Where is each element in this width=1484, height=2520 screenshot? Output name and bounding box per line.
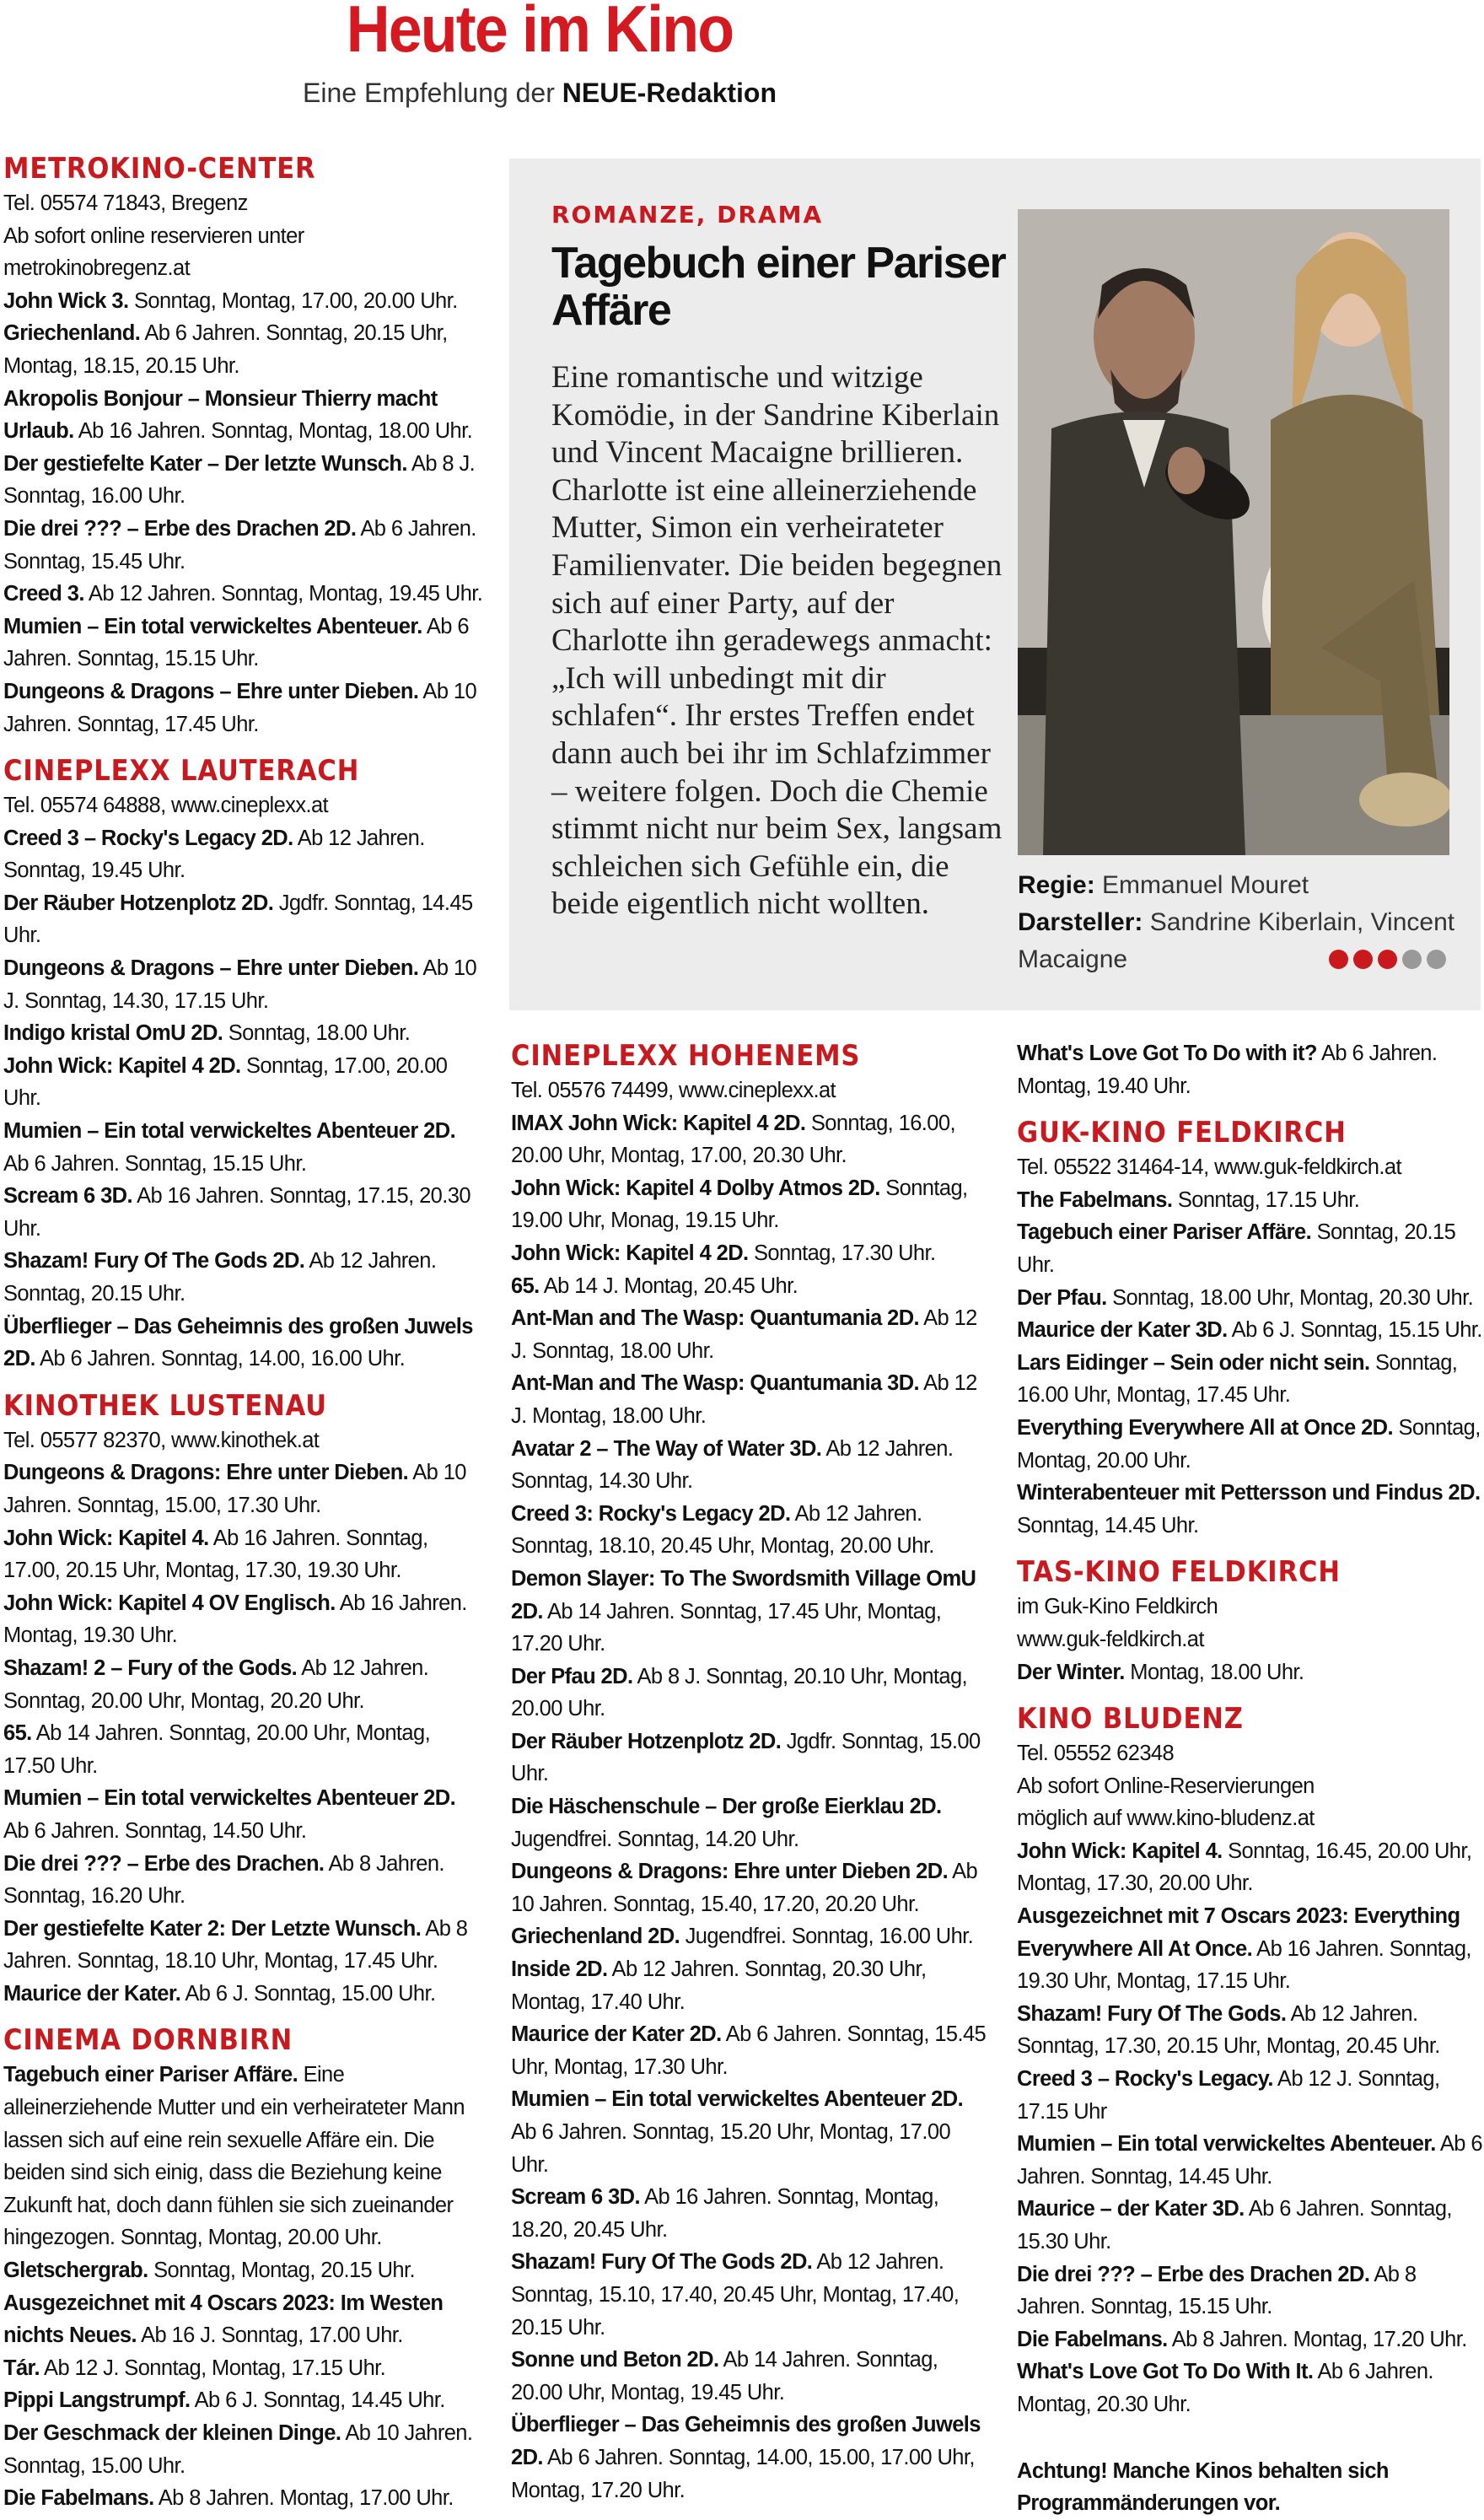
film-title: Der Räuber Hotzenplotz 2D. [511, 1729, 782, 1753]
film-title: Maurice – der Kater 3D. [1017, 2197, 1245, 2221]
subtitle-text: Eine Empfehlung der [303, 78, 562, 108]
cinema-heading: KINOTHEK LUSTENAU [3, 1388, 328, 1423]
film-info: Ab 6 Jahren. Sonntag, 20.15 Uhr, Montag, 18.15, 20.15 Uhr. [3, 321, 448, 378]
film-title: Scream 6 3D. [3, 1184, 132, 1209]
film-entry [1017, 2193, 1482, 2258]
film-info: Ab 14 Jahren. Sonntag, 20.00 Uhr, Montag, 19.45 Uhr. [511, 2348, 938, 2404]
film-entry [511, 1563, 990, 1661]
film-entry [3, 1115, 484, 1180]
film-info: Ab 12 Jahren. Sonntag, 17.30, 20.15 Uhr, Montag, 20.45 Uhr. [1017, 2001, 1440, 2059]
film-title: Pippi Langstrumpf. [3, 2388, 191, 2413]
cinema-contact-line: Tel. 05574 71843, Bregenz [3, 191, 248, 215]
film-entry [511, 1953, 990, 2018]
film-info: Sonntag, Montag, 20.00 Uhr. [1017, 1415, 1481, 1473]
film-entry [1017, 1998, 1482, 2063]
feature-body: Eine romantische und witzige Komödie, in der Sandrine Kiberlain und Vincent Macaigne brillieren. Charlotte ist eine alleinerziehende Mutter, Simon ein verheirateter Familienvater. Die beiden begegnen sich auf einer Party, auf der Charlotte ihn geradewegs anmacht: „Ich will unbedingt mit dir schlafen“. Ihr erstes Treffen endet dann auch bei ihr im Schlafzimmer – weitere folgen. Doch die Chemie stimmt nicht nur beim Sex, langsam schleichen sich Gefühle ein, die beide eigentlich nicht wollten. [551, 360, 1003, 922]
film-title: Indigo kristal OmU 2D. [3, 1021, 223, 1046]
film-info: Ab 8 Jahren. Montag, 17.00 Uhr. [158, 2486, 454, 2511]
film-title: Avatar 2 – The Way of Water 3D. [511, 1436, 822, 1461]
film-title: Die drei ??? – Erbe des Drachen. [3, 1851, 325, 1876]
film-entry [3, 285, 484, 318]
film-info: Jugendfrei. Sonntag, 16.00 Uhr. [685, 1925, 974, 1949]
film-entry [3, 448, 484, 513]
film-info: Ab 12 Jahren. Sonntag, 20.15 Uhr. [3, 1249, 437, 1306]
film-entry [3, 887, 484, 952]
film-info: Ab 6 Jahren. Sonntag, 14.50 Uhr. [3, 1818, 307, 1843]
film-info: Sonntag, 17.30 Uhr. [754, 1241, 936, 1265]
cinema-contact-line: www.guk-feldkirch.at [1017, 1627, 1204, 1651]
film-title: Mumien – Ein total verwickeltes Abenteuer. [1017, 2132, 1436, 2157]
film-info: Ab 6 Jahren. Sonntag, 15.15 Uhr. [3, 614, 469, 671]
film-entry [3, 2417, 484, 2482]
cinema-contact-line: im Guk-Kino Feldkirch [1017, 1595, 1218, 1619]
rating-dot-filled [1353, 950, 1373, 969]
film-title: John Wick: Kapitel 4 OV Englisch. [3, 1591, 336, 1615]
rating-dot-filled [1329, 950, 1348, 969]
film-entry [3, 1457, 484, 1521]
film-entry [3, 1848, 484, 1913]
film-title: Dungeons & Dragons: Ehre unter Dieben. [3, 1461, 409, 1485]
film-info: Sonntag, 19.00 Uhr, Monag, 19.15 Uhr. [511, 1176, 968, 1233]
film-entry [511, 1302, 990, 1367]
film-entry [511, 1107, 990, 1172]
film-entry [1017, 1184, 1482, 1217]
film-title: Ant-Man and The Wasp: Quantumania 3D. [511, 1371, 920, 1396]
film-info: Ab 16 Jahren. Sonntag, 19.30 Uhr, Montag, 17.15 Uhr. [1017, 1936, 1471, 1994]
film-entry [511, 1172, 990, 1237]
film-entry [1017, 2356, 1482, 2420]
film-title: John Wick: Kapitel 4 2D. [511, 1241, 749, 1265]
film-entry [1017, 2259, 1482, 2323]
film-title: Mumien – Ein total verwickeltes Abenteuer. [3, 614, 422, 638]
film-title: The Fabelmans. [1017, 1187, 1173, 1212]
film-info: Ab 16 Jahren. Sonntag, 17.00, 20.15 Uhr, Montag, 17.30, 19.30 Uhr. [3, 1526, 428, 1583]
film-title: Winterabenteuer mit Pettersson und Findus 2D. [1017, 1481, 1481, 1505]
film-entry [3, 611, 484, 676]
film-title: Mumien – Ein total verwickeltes Abenteuer 2D. [511, 2087, 964, 2112]
film-entry [3, 1652, 484, 1717]
film-title: What's Love Got To Do With It. [1017, 2360, 1314, 2384]
film-info: Ab 10 Jahren. Sonntag, 15.00 Uhr. [3, 2421, 473, 2478]
film-info: Sonntag, 18.00 Uhr, Montag, 20.30 Uhr. [1112, 1285, 1474, 1310]
film-title: Der Pfau 2D. [511, 1664, 633, 1688]
darsteller-value: Sandrine Kiberlain, Vincent Macaigne [1018, 908, 1455, 973]
film-info: Ab 6 Jahren. Sonntag, 15.20 Uhr, Montag, 17.00 Uhr. [511, 2120, 951, 2177]
film-entry [511, 1270, 990, 1303]
film-info: Ab 8 Jahren. Sonntag, 16.20 Uhr. [3, 1851, 444, 1909]
film-title: Sonne und Beton 2D. [511, 2348, 719, 2372]
feature-genre: ROMANZE, DRAMA [551, 201, 824, 229]
film-title: Everything Everywhere All at Once 2D. [1017, 1415, 1393, 1440]
film-entry [511, 2018, 990, 2083]
film-entry [511, 2344, 990, 2409]
film-title: Creed 3 – Rocky's Legacy. [1017, 2067, 1273, 2092]
film-title: Der Pfau. [1017, 1285, 1107, 1310]
film-title: Ant-Man and The Wasp: Quantumania 2D. [511, 1306, 920, 1331]
film-title: Überflieger – Das Geheimnis des großen Juwels 2D. [511, 2413, 981, 2469]
credit-regie [1018, 867, 1456, 904]
film-entry [3, 578, 484, 611]
feature-title: Tagebuch einer Pariser Affäre [551, 239, 1006, 335]
rating-dot-filled [1378, 950, 1397, 969]
film-title: John Wick: Kapitel 4 Dolby Atmos 2D. [511, 1176, 880, 1200]
film-entry [511, 1855, 990, 1920]
film-info: Ab 12 Jahren. Sonntag, 14.30 Uhr. [511, 1436, 954, 1494]
film-info: Ab 6 Jahren. Sonntag, 15.15 Uhr. [3, 1151, 307, 1176]
regie-label: Regie: [1018, 871, 1095, 899]
cinema-metrokino [3, 150, 484, 740]
film-info: Jgdfr. Sonntag, 15.00 Uhr. [511, 1729, 981, 1786]
film-info: Ab 6 Jahren. Sonntag, 15.30 Uhr. [1017, 2197, 1452, 2253]
film-info: Jugendfrei. Sonntag, 14.20 Uhr. [511, 1827, 799, 1851]
cinema-contact-line: metrokinobregenz.at [3, 256, 191, 281]
film-info: Ab 16 Jahren. Sonntag, Montag, 18.20, 20.45 Uhr. [511, 2185, 939, 2242]
film-title: Demon Slayer: To The Swordsmith Village OmU 2D. [511, 1566, 976, 1623]
film-info: Sonntag, 17.15 Uhr. [1177, 1187, 1360, 1212]
film-title: Die Fabelmans. [3, 2486, 154, 2511]
film-info: Ab 6 Jahren. Sonntag, 15.45 Uhr, Montag, 17.30 Uhr. [511, 2022, 987, 2079]
film-title: Mumien – Ein total verwickeltes Abenteuer 2D. [3, 1786, 456, 1811]
film-title: Shazam! Fury Of The Gods. [1017, 2001, 1287, 2026]
column-left [3, 150, 484, 2515]
cinema-guk [1017, 1114, 1482, 1542]
column-right [1017, 1037, 1482, 2520]
cinema-heading: GUK-KINO FELDKIRCH [1017, 1116, 1347, 1150]
film-entry [3, 676, 484, 740]
film-entry [3, 1913, 484, 1978]
film-info: Montag, 18.00 Uhr. [1130, 1660, 1304, 1684]
film-title: Tár. [3, 2356, 40, 2380]
film-entry [3, 1311, 484, 1376]
cinema-contact-line: Tel. 05522 31464-14, www.guk-feldkirch.at [1017, 1155, 1401, 1180]
film-title: Griechenland. [3, 321, 141, 346]
film-info: Sonntag, Montag, 17.00, 20.00 Uhr. [133, 288, 458, 313]
film-info: Ab 14 Jahren. Sonntag, 20.00 Uhr, Montag, 17.50 Uhr. [3, 1721, 431, 1778]
film-entry [3, 952, 484, 1017]
cinema-lauterach [3, 752, 484, 1376]
film-entry [3, 317, 484, 382]
column-middle [511, 1037, 990, 2507]
film-title: Ausgezeichnet mit 7 Oscars 2023: Everything Everywhere All At Once. [1017, 1904, 1460, 1961]
film-info: Sonntag, Montag, 20.15 Uhr. [153, 2259, 415, 2283]
film-title: Maurice der Kater. [3, 1981, 181, 2006]
darsteller-label: Darsteller: [1018, 908, 1143, 936]
film-entry [1017, 2063, 1482, 2128]
film-info: Sonntag, 16.00 Uhr, Montag, 17.45 Uhr. [1017, 1350, 1458, 1408]
film-title: Der gestiefelte Kater 2: Der Letzte Wunsch. [3, 1916, 422, 1941]
film-info: Jgdfr. Sonntag, 14.45 Uhr. [3, 891, 473, 948]
rating-dot-empty [1402, 950, 1422, 969]
cinema-contact-line: Tel. 05574 64888, www.cineplexx.at [3, 794, 329, 818]
film-title: Der gestiefelte Kater – Der letzte Wunsch. [3, 451, 407, 476]
film-info: Sonntag, 18.00 Uhr. [228, 1021, 411, 1046]
film-info: Sonntag, 20.15 Uhr. [1017, 1220, 1456, 1277]
cinema-heading: CINEPLEXX LAUTERACH [3, 754, 360, 789]
film-info: Ab 6 Jahren. Sonntag, 14.00, 15.00, 17.00 Uhr, Montag, 17.20 Uhr. [511, 2445, 975, 2502]
film-info: Sonntag, 16.45, 20.00 Uhr, Montag, 17.30, 20.00 Uhr. [1017, 1839, 1472, 1896]
cinema-contact-line: Tel. 05577 82370, www.kinothek.at [3, 1428, 320, 1452]
film-title: Shazam! 2 – Fury of the Gods. [3, 1656, 298, 1680]
film-info: Ab 6 Jahren. Sonntag, 14.45 Uhr. [1017, 2132, 1482, 2189]
film-title: John Wick: Kapitel 4. [1017, 1839, 1223, 1863]
film-info: Ab 6 J. Sonntag, 14.45 Uhr. [194, 2388, 445, 2413]
film-entry [1017, 1412, 1482, 1477]
film-title: Der Räuber Hotzenplotz 2D. [3, 891, 274, 915]
film-title: Gletschergrab. [3, 2259, 148, 2283]
film-info: Ab 8 J. Sonntag, 20.10 Uhr, Montag, 20.00 Uhr. [511, 1664, 968, 1721]
film-entry [511, 1498, 990, 1563]
film-title: Shazam! Fury Of The Gods 2D. [3, 1249, 305, 1273]
film-entry [3, 1978, 484, 2011]
film-info: Ab 10 Jahren. Sonntag, 15.40, 17.20, 20.20 Uhr. [511, 1860, 978, 1916]
film-entry [3, 2482, 484, 2515]
cinema-contact-line: Tel. 05552 62348 [1017, 1742, 1175, 1766]
film-entry [1017, 1314, 1482, 1347]
film-title: Dungeons & Dragons: Ehre unter Dieben 2D. [511, 1860, 949, 1884]
film-entry [1017, 2323, 1482, 2356]
film-info: Ab 6 Jahren. Sonntag, 15.45 Uhr. [3, 516, 476, 573]
film-title: 65. [3, 1721, 32, 1746]
cinema-hohenems-continued [1017, 1037, 1482, 1102]
film-info: Ab 10 Jahren. Sonntag, 17.45 Uhr. [3, 679, 477, 736]
film-title: Der Winter. [1017, 1660, 1125, 1684]
film-entry [3, 2352, 484, 2385]
film-entry [1017, 1037, 1482, 1102]
film-title: Überflieger – Das Geheimnis des großen Juwels 2D. [3, 1314, 473, 1371]
film-title: Griechenland 2D. [511, 1925, 680, 1949]
film-entry [1017, 1477, 1482, 1542]
film-title: Ausgezeichnet mit 4 Oscars 2023: Im Westen nichts Neues. [3, 2291, 444, 2348]
page-title: Heute im Kino [346, 0, 734, 66]
film-title: Lars Eidinger – Sein oder nicht sein. [1017, 1350, 1370, 1375]
film-entry [1017, 1900, 1482, 1998]
film-entry [511, 1433, 990, 1498]
film-entry [3, 1180, 484, 1245]
film-entry [3, 1587, 484, 1652]
film-info: Ab 12 J. Sonntag, Montag, 17.15 Uhr. [44, 2356, 386, 2380]
film-info: Ab 8 Jahren. Sonntag, 18.10 Uhr, Montag, 17.45 Uhr. [3, 1916, 468, 1973]
film-info: Ab 6 Jahren. Montag, 19.40 Uhr. [1017, 1042, 1438, 1098]
film-entry [1017, 1835, 1482, 1900]
film-title: Der Geschmack der kleinen Dinge. [3, 2421, 341, 2445]
film-title: Creed 3 – Rocky's Legacy 2D. [3, 826, 293, 850]
film-info: Ab 12 Jahren. Sonntag, Montag, 19.45 Uhr. [88, 582, 483, 606]
film-title: Tagebuch einer Pariser Affäre. [1017, 1220, 1312, 1245]
film-title: John Wick 3. [3, 288, 129, 313]
subtitle-bold: NEUE-Redaktion [562, 78, 777, 108]
film-title: Creed 3. [3, 582, 84, 606]
film-title: Akropolis Bonjour – Monsieur Thierry macht Urlaub. [3, 386, 438, 444]
film-info: Ab 8 Jahren. Montag, 17.20 Uhr. [1171, 2327, 1467, 2351]
film-title: John Wick: Kapitel 4. [3, 1526, 209, 1550]
film-entry [3, 2384, 484, 2417]
film-entry [511, 1661, 990, 1726]
cinema-bludenz [1017, 1700, 1482, 2420]
film-entry [511, 1726, 990, 1790]
film-info: Ab 6 J. Sonntag, 15.00 Uhr. [185, 1981, 436, 2006]
cinema-contact-line: Ab sofort Online-Reservierungen [1017, 1774, 1315, 1798]
cinema-lustenau [3, 1387, 484, 2011]
film-entry [3, 1245, 484, 1310]
film-title: 65. [511, 1273, 540, 1298]
rating-dots [1329, 950, 1446, 969]
feature-box [509, 159, 1481, 1010]
cinema-contact-line: Ab sofort online reservieren unter [3, 223, 304, 248]
film-entry [3, 2254, 484, 2287]
film-entry [511, 2083, 990, 2181]
rating-dot-empty [1427, 950, 1446, 969]
film-info: Sonntag, 16.00, 20.00 Uhr, Montag, 17.00, 20.30 Uhr. [511, 1111, 955, 1168]
film-entry [511, 1790, 990, 1855]
film-title: Scream 6 3D. [511, 2185, 640, 2210]
film-info: Ab 12 Jahren. Sonntag, 20.30 Uhr, Montag, 17.40 Uhr. [511, 1957, 927, 2014]
film-title: Creed 3: Rocky's Legacy 2D. [511, 1501, 791, 1526]
film-entry [3, 383, 484, 448]
film-info: Sonntag, 14.45 Uhr. [1017, 1513, 1199, 1537]
film-info: Ab 10 Jahren. Sonntag, 15.00, 17.30 Uhr. [3, 1461, 466, 1517]
film-entry [3, 1522, 484, 1587]
film-title: John Wick: Kapitel 4 2D. [3, 1053, 241, 1078]
film-info: Ab 10 J. Sonntag, 14.30, 17.15 Uhr. [3, 956, 477, 1013]
film-title: What's Love Got To Do with it? [1017, 1042, 1317, 1065]
film-info: Ab 12 Jahren. Sonntag, 15.10, 17.40, 20.45 Uhr, Montag, 17.40, 20.15 Uhr. [511, 2250, 960, 2340]
film-info: Ab 14 J. Montag, 20.45 Uhr. [543, 1273, 798, 1298]
film-info: Ab 12 Jahren. Sonntag, 19.45 Uhr. [3, 826, 425, 883]
film-info: Ab 12 Jahren. Sonntag, 20.00 Uhr, Montag, 20.20 Uhr. [3, 1656, 429, 1713]
film-info: Ab 12 J. Sonntag, 17.15 Uhr [1017, 2067, 1440, 2124]
film-entry [511, 1920, 990, 1953]
film-info: Ab 8 J. Sonntag, 16.00 Uhr. [3, 451, 476, 509]
film-entry [511, 2181, 990, 2246]
cinema-heading: KINO BLUDENZ [1017, 1702, 1244, 1737]
film-title: Die drei ??? – Erbe des Drachen 2D. [1017, 2262, 1370, 2286]
film-entry [1017, 1347, 1482, 1412]
film-entry [1017, 1216, 1482, 1281]
cinema-hohenems [511, 1037, 990, 2507]
film-title: Dungeons & Dragons – Ehre unter Dieben. [3, 956, 419, 981]
film-title: Maurice der Kater 3D. [1017, 1318, 1228, 1343]
film-title: Die drei ??? – Erbe des Drachen 2D. [3, 516, 357, 541]
regie-value: Emmanuel Mouret [1102, 871, 1309, 899]
cinema-contact-line: Tel. 05576 74499, www.cineplexx.at [511, 1079, 836, 1102]
film-entry [3, 1050, 484, 1115]
film-entry [3, 2059, 484, 2254]
cinema-tas [1017, 1553, 1482, 1688]
film-title: Die Fabelmans. [1017, 2327, 1168, 2351]
cinema-heading: CINEMA DORNBIRN [3, 2023, 293, 2058]
film-info: Ab 12 J. Montag, 18.00 Uhr. [511, 1371, 977, 1428]
film-info: Ab 16 Jahren. Sonntag, Montag, 18.00 Uhr. [78, 419, 473, 444]
film-still-image [1018, 209, 1449, 855]
film-entry [511, 1237, 990, 1270]
film-info: Ab 12 J. Sonntag, 18.00 Uhr. [511, 1306, 977, 1363]
cinema-heading: CINEPLEXX HOHENEMS [511, 1039, 861, 1073]
film-entry [1017, 1656, 1482, 1689]
film-entry [511, 2409, 990, 2507]
feature-photo [1018, 209, 1449, 855]
film-entry [3, 1017, 484, 1050]
film-info: Sonntag, 17.00, 20.00 Uhr. [3, 1053, 448, 1111]
film-info: Ab 16 Jahren. Montag, 19.30 Uhr. [3, 1591, 467, 1648]
film-info: Ab 8 Jahren. Sonntag, 15.15 Uhr. [1017, 2262, 1417, 2319]
notice-text: Achtung! Manche Kinos behalten sich Programmänderungen vor. [1017, 2458, 1389, 2516]
film-entry [3, 1717, 484, 1782]
film-info: Ab 14 Jahren. Sonntag, 17.45 Uhr, Montag, 17.20 Uhr. [511, 1599, 942, 1656]
film-info: Ab 12 Jahren. Sonntag, 18.10, 20.45 Uhr, Montag, 20.00 Uhr. [511, 1501, 934, 1559]
film-title: Shazam! Fury Of The Gods 2D. [511, 2250, 813, 2275]
film-entry [3, 513, 484, 578]
cinema-heading: METROKINO-CENTER [3, 152, 316, 186]
page-subtitle [0, 78, 1079, 109]
film-title: Tagebuch einer Pariser Affäre. [3, 2063, 298, 2087]
film-info: Ab 6 Jahren. Montag, 20.30 Uhr. [1017, 2360, 1433, 2416]
film-title: Maurice der Kater 2D. [511, 2022, 722, 2047]
film-info: Ab 6 Jahren. Sonntag, 14.00, 16.00 Uhr. [39, 1347, 406, 1371]
cinema-contact-line: möglich auf www.kino-bludenz.at [1017, 1807, 1315, 1831]
film-title: Mumien – Ein total verwickeltes Abenteuer 2D. [3, 1119, 456, 1144]
film-title: Die Häschenschule – Der große Eierklau 2D. [511, 1795, 942, 1819]
film-entry [511, 2246, 990, 2344]
film-info: Ab 16 J. Sonntag, 17.00 Uhr. [141, 2323, 403, 2348]
cinema-heading: TAS-KINO FELDKIRCH [1017, 1555, 1341, 1590]
film-entry [3, 822, 484, 887]
film-title: IMAX John Wick: Kapitel 4 2D. [511, 1111, 806, 1135]
film-title: Inside 2D. [511, 1957, 608, 1982]
film-entry [3, 1782, 484, 1847]
film-title: Dungeons & Dragons – Ehre unter Dieben. [3, 679, 419, 703]
film-info: Eine alleinerziehende Mutter und ein verheirateter Mann lassen sich auf eine rein sexuelle Affäre ein. Die beiden sind sich einig, dass die Beziehung keine Zukunft hat, doch dann fühlen sie sich zueinander hingezogen. Sonntag, Montag, 20.00 Uhr. [3, 2063, 465, 2250]
cinema-dornbirn [3, 2022, 484, 2514]
film-entry [3, 2287, 484, 2352]
film-entry [1017, 1282, 1482, 1315]
film-info: Ab 16 Jahren. Sonntag, 17.15, 20.30 Uhr. [3, 1184, 470, 1241]
film-entry [511, 1367, 990, 1432]
film-info: Ab 6 J. Sonntag, 15.15 Uhr. [1231, 1318, 1482, 1343]
film-entry [1017, 2128, 1482, 2193]
